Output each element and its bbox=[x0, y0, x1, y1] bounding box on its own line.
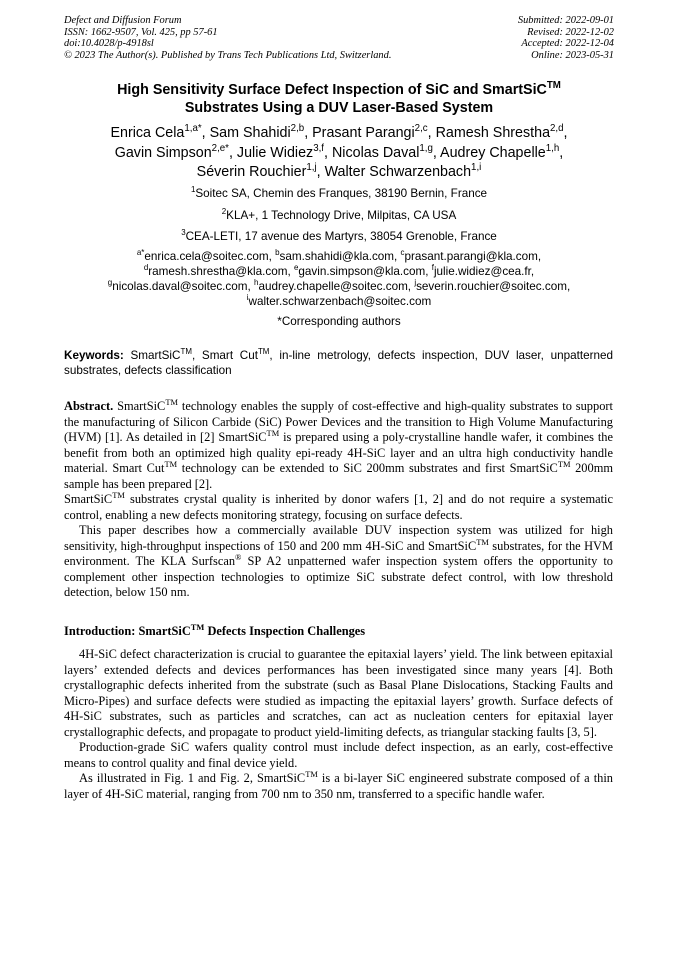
email-link[interactable]: audrey.chapelle@soitec.com, bbox=[258, 279, 412, 293]
author: Sam Shahidi bbox=[209, 125, 291, 141]
abstract-paragraph: SmartSiC™ substrates crystal quality is inherited by donor wafers [1, 2] and do not require a systematic control, enabling a new defects monitoring strategy, focusing on surface defects. bbox=[64, 489, 613, 522]
affiliation: $^3$CEA-LETI, 17 avenue des Martyrs, 38054 Grenoble, France bbox=[181, 228, 497, 243]
body-paragraph: Production-grade SiC wafers quality control must include defect inspection, as an early, cost-effective means to control quality and final device yield. bbox=[64, 740, 613, 770]
author: Prasant Parangi bbox=[312, 125, 415, 141]
affiliation: $^2$KLA+, 1 Technology Drive, Milpitas, CA USA bbox=[221, 207, 457, 222]
title-line-1: High Sensitivity Surface Defect Inspection of SiC and SmartSiC bbox=[117, 82, 547, 98]
accepted-date: Accepted: 2022-12-04 bbox=[521, 38, 614, 50]
abstract bbox=[64, 396, 613, 601]
author: Ramesh Shrestha bbox=[435, 125, 551, 141]
issn: ISSN: 1662-9507, Vol. 425, pp 57-61 bbox=[64, 26, 218, 38]
copyright: © 2023 The Author(s). Published by Trans Tech Publications Ltd, Switzerland. bbox=[64, 50, 392, 62]
body-paragraph: As illustrated in Fig. 1 and Fig. 2, SmartSiC™ is a bi-layer SiC engineered substrate composed of a thin layer of 4H-SiC material, ranging from 700 nm to 350 nm, transferred to a specific handle wafer. bbox=[64, 768, 613, 801]
abstract-paragraph: Abstract. SmartSiC™ technology enables the supply of cost-effective and high-quality substrates to support the manufacturing of Silicon Carbide (SiC) Power Devices and the transition to High Volume Manufacturing (HVM) [1]. As detailed in [2] SmartSiC™ is prepared using a poly-crystalline handle wafer, it combines the benefit from both an optimized high quality epi-ready 4H-SiC layer and an ultra high conductivity handle material. Smart Cut™ technology can be extended to SiC 200mm substrates and first SmartSiC™ 200mm sample has been prepared [2]. bbox=[64, 396, 613, 491]
journal-name: Defect and Diffusion Forum bbox=[64, 15, 182, 26]
author-list: Enrica Cela$^{1,a*}$, Sam Shahidi$^{2,b}$, Prasant Parangi$^{2,c}$, Ramesh Shrestha$^{2,d}$, Gavin Simpson$^{2,e*}$, Julie Widiez$^{3,f}$, Nicolas Daval$^{1,g}$, Audrey Chapelle$^{1,h}$, Séverin Rouchier$^{1,j}$, Walter Schwarzenbach$^{1,i}$ bbox=[110, 123, 568, 181]
abstract-label: Abstract. bbox=[64, 399, 114, 413]
keywords-label: Keywords: bbox=[64, 349, 124, 362]
section-heading: Introduction: SmartSiC™ Defects Inspection Challenges bbox=[64, 621, 366, 638]
author: Enrica Cela bbox=[110, 125, 185, 141]
email-link[interactable]: severin.rouchier@soitec.com, bbox=[416, 279, 571, 293]
author: Audrey Chapelle bbox=[440, 144, 546, 161]
body-paragraph: 4H-SiC defect characterization is crucial to guarantee the epitaxial layers’ yield. The link between epitaxial layers’ extended defects and devices performances has been investigated since many years [4]. Both crystallographic defects inherited from the substrate (such as Basal Plane Dislocations, Stacking Faults and Micro-Pipes) and surface defects were studied as impacting the epitaxial layers’ growth. Surface defects of 4H-SiC substrates, such as particles and scratches, can act as nucleation centers for epitaxial layer crystallographic defects, and propagate to product yield-limiting defects, as triangular stacking faults [3, 5]. bbox=[64, 647, 613, 739]
email-list: $^{a*}$enrica.cela@soitec.com, $^b$sam.shahidi@kla.com, $^c$prasant.parangi@kla.com, $^d$ramesh.shrestha@kla.com, $^e$gavin.simpson@kla.com, $^f$julie.widiez@cea.fr, $^g$nicolas.daval@soitec.com, $^h$audrey.chapelle@soitec.com, $^j$severin.rouchier@soitec.com, $^i$walter.schwarzenbach@soitec.com bbox=[107, 248, 571, 308]
doi: doi:10.4028/p-4918sl bbox=[64, 38, 154, 50]
author: Walter Schwarzenbach bbox=[324, 164, 472, 181]
header-left bbox=[64, 15, 391, 62]
abstract-paragraph: This paper describes how a commercially available DUV inspection system was utilized for high sensitivity, high-throughput inspections of 150 and 200 mm 4H-SiC and SmartSiC™ substrates, for the HVM environment. The KLA Surfscan® SP A2 unpatterned wafer inspection system offers the opportunity to complement other inspection technologies to optimize SiC substrate defect control, with low threshold detection, below 150 nm. bbox=[64, 523, 613, 599]
email-link[interactable]: julie.widiez@cea.fr, bbox=[433, 264, 535, 278]
keywords: Keywords: SmartSiC™, Smart Cut™, in-line metrology, defects inspection, DUV laser, unpatterned substrates, defects classification bbox=[64, 347, 613, 377]
online-date: Online: 2023-05-31 bbox=[531, 50, 614, 62]
email-link[interactable]: nicolas.daval@soitec.com, bbox=[112, 279, 251, 293]
affiliation: $^1$Soitec SA, Chemin des Franques, 38190 Bernin, France bbox=[190, 185, 488, 200]
header-right bbox=[518, 15, 614, 62]
author: Séverin Rouchier bbox=[196, 164, 307, 181]
submitted-date: Submitted: 2022-09-01 bbox=[517, 15, 614, 26]
title-tm: TM bbox=[546, 80, 561, 92]
email-link[interactable]: ramesh.shrestha@kla.com, bbox=[148, 264, 291, 278]
author: Gavin Simpson bbox=[114, 144, 212, 161]
introduction bbox=[64, 647, 613, 802]
paper-title bbox=[40, 81, 638, 117]
email-link[interactable]: enrica.cela@soitec.com, bbox=[144, 250, 272, 263]
email-link[interactable]: walter.schwarzenbach@soitec.com bbox=[248, 294, 432, 308]
email-link[interactable]: prasant.parangi@kla.com, bbox=[404, 250, 542, 263]
email-link[interactable]: gavin.simpson@kla.com, bbox=[298, 264, 429, 278]
corresponding-note: *Corresponding authors bbox=[277, 315, 401, 328]
email-link[interactable]: sam.shahidi@kla.com, bbox=[279, 250, 398, 263]
author: Nicolas Daval bbox=[331, 144, 420, 161]
author: Julie Widiez bbox=[236, 144, 314, 161]
revised-date: Revised: 2022-12-02 bbox=[527, 26, 614, 38]
title-line-2: Substrates Using a DUV Laser-Based System bbox=[184, 100, 494, 116]
